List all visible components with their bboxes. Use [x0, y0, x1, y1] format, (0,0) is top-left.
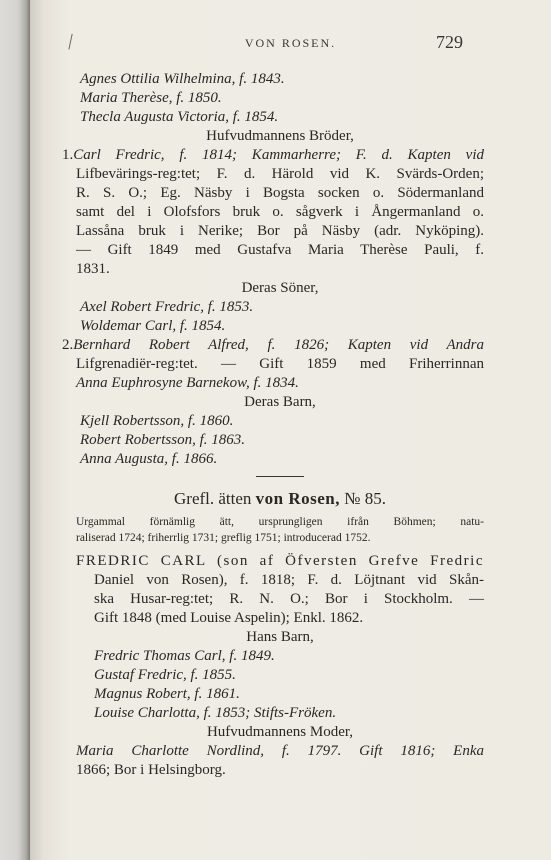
text-line: Agnes Ottilia Wilhelmina, f. 1843. [80, 71, 285, 87]
family-note: raliserad 1724; friherrlig 1731; greflig 1751; introducerad 1752. [76, 532, 371, 544]
section-heading: Deras Barn, [244, 394, 316, 410]
text-line: Lassåna bruk i Nerike; Bor på Näsby (adr. Nyköping). [76, 223, 484, 239]
page-number: 729 [436, 32, 463, 52]
text-line: Kjell Robertsson, f. 1860. [80, 413, 234, 429]
text-line: Lifbevärings-reg:tet; F. d. Härold vid K. Svärds-Orden; [76, 166, 484, 182]
book-page [30, 0, 551, 860]
text-line: Gift 1848 (med Louise Aspelin); Enkl. 1862. [94, 610, 364, 626]
text-line: Louise Charlotta, f. 1853; Stifts-Fröken. [94, 705, 337, 721]
text-line: Axel Robert Fredric, f. 1853. [80, 299, 254, 315]
book-spine [0, 0, 30, 860]
text-line: ska Husar-reg:tet; R. N. O.; Bor i Stockholm. — [94, 591, 484, 607]
section-heading: Hufvudmannens Bröder, [206, 128, 354, 144]
running-title: VON ROSEN. [244, 36, 337, 50]
text-line: Fredric Thomas Carl, f. 1849. [94, 648, 275, 664]
text-line: Thecla Augusta Victoria, f. 1854. [80, 109, 279, 125]
text-line: 1866; Bor i Helsingborg. [76, 762, 226, 778]
text-line: Maria Therèse, f. 1850. [80, 90, 222, 106]
entry-line: 2.Bernhard Robert Alfred, f. 1826; Kapten vid Andra [62, 337, 484, 353]
text-line: Gustaf Fredric, f. 1855. [94, 667, 236, 683]
page-text [62, 70, 484, 780]
entry-line: FREDRIC CARL (son af Öfversten Grefve Fredric [76, 553, 484, 569]
entry-line: 1.Carl Fredric, f. 1814; Kammarherre; F. d. Kapten vid [62, 147, 484, 163]
text-line: Magnus Robert, f. 1861. [94, 686, 240, 702]
family-note: Urgammal förnämlig ätt, ursprungligen ifrån Böhmen; natu- [76, 516, 484, 528]
section-heading: Hufvudmannens Moder, [206, 724, 354, 740]
text-line: Anna Augusta, f. 1866. [80, 451, 218, 467]
family-prefix: Grefl. ätten [174, 489, 252, 508]
text-line: Maria Charlotte Nordlind, f. 1797. Gift 1816; Enka [76, 743, 484, 759]
text-line: Daniel von Rosen), f. 1818; F. d. Löjtnant vid Skån- [94, 572, 484, 588]
text-line: Robert Robertsson, f. 1863. [80, 432, 245, 448]
text-line: — Gift 1849 med Gustafva Maria Therèse Pauli, f. [76, 242, 484, 258]
section-heading: Hans Barn, [246, 629, 314, 645]
text-line: Anna Euphrosyne Barnekow, f. 1834. [76, 375, 299, 391]
text-line: R. S. O.; Eg. Näsby i Bogsta socken o. Södermanland [76, 185, 484, 201]
page-header [30, 32, 551, 56]
family-heading [76, 487, 484, 511]
text-line: Lifgrenadiër-reg:tet. — Gift 1859 med Friherrinnan [76, 356, 484, 372]
family-number: № 85. [344, 489, 386, 508]
text-line: samt del i Olofsfors bruk o. sågverk i Ångermanland o. [76, 204, 484, 220]
section-divider [256, 476, 304, 477]
text-line: 1831. [76, 261, 110, 277]
text-line: Woldemar Carl, f. 1854. [80, 318, 226, 334]
section-heading: Deras Söner, [241, 280, 319, 296]
family-name: von Rosen, [255, 489, 341, 508]
